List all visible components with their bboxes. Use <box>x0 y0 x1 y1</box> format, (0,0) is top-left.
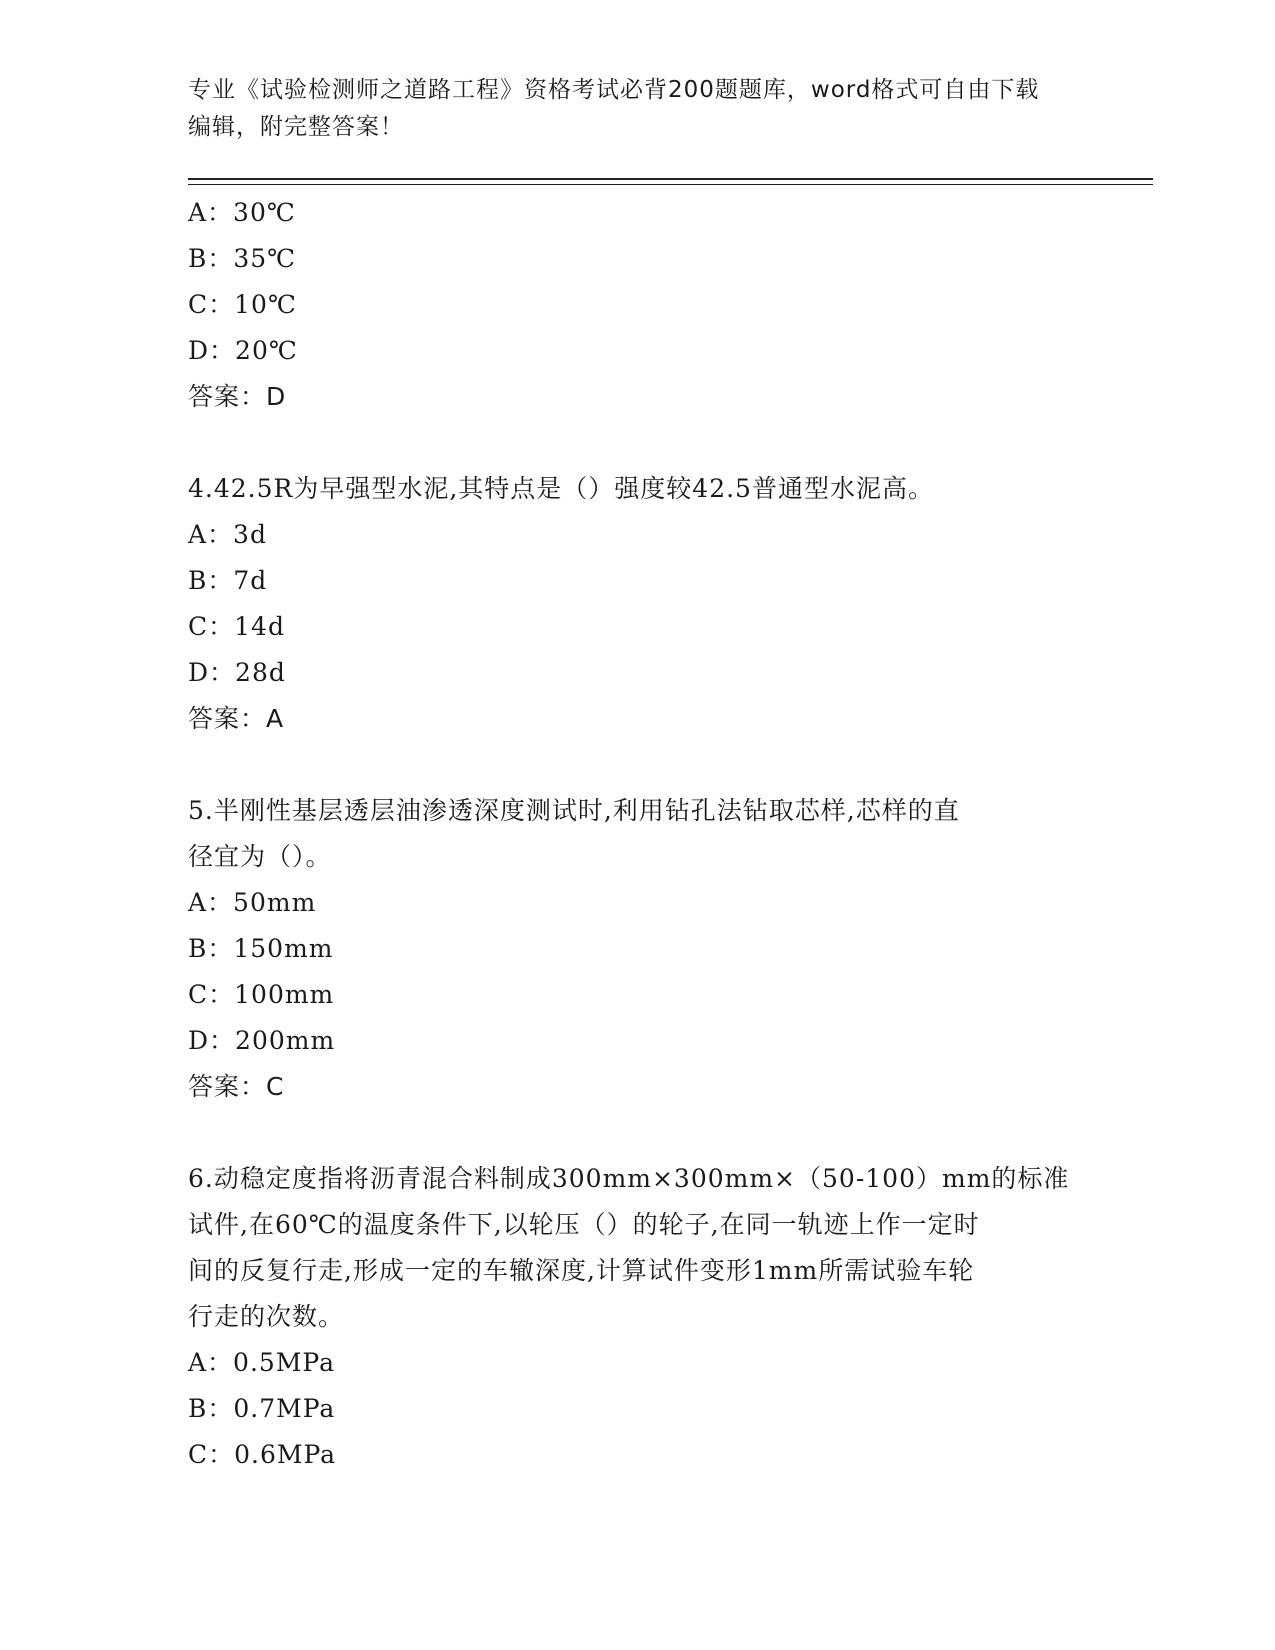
header-title-line2: 编辑，附完整答案！ <box>188 114 404 140</box>
option-c: C：0.6MPa <box>188 1440 337 1469</box>
answer: 答案：D <box>188 382 287 411</box>
question-stem: 4.42.5R为早强型水泥,其特点是（）强度较42.5普通型水泥高。 <box>188 474 934 503</box>
question-5 <box>188 788 1088 1110</box>
option-c: C：14d <box>188 612 285 641</box>
option-b: B：7d <box>188 566 268 595</box>
option-d: D：20℃ <box>188 336 298 365</box>
document-header <box>188 72 1088 146</box>
question-list <box>188 190 1088 1478</box>
question-stem-line2: 径宜为（）。 <box>188 842 332 871</box>
question-4 <box>188 466 1088 742</box>
option-c: C：10℃ <box>188 290 297 319</box>
spacer <box>188 742 1088 788</box>
option-a: A：50mm <box>188 888 317 917</box>
option-a: A：3d <box>188 520 267 549</box>
spacer <box>188 1110 1088 1156</box>
spacer <box>188 420 1088 466</box>
question-stem-line2: 试件,在60℃的温度条件下,以轮压（）的轮子,在同一轨迹上作一定时 <box>188 1210 980 1239</box>
option-c: C：100mm <box>188 980 335 1009</box>
answer: 答案：A <box>188 704 285 733</box>
question-6 <box>188 1156 1088 1478</box>
question-stem-line4: 行走的次数。 <box>188 1302 345 1331</box>
question-3 <box>188 190 1088 420</box>
question-stem-line3: 间的反复行走,形成一定的车辙深度,计算试件变形1mm所需试验车轮 <box>188 1256 975 1285</box>
option-b: B：0.7MPa <box>188 1394 336 1423</box>
option-b: B：150mm <box>188 934 334 963</box>
option-a: A：30℃ <box>188 198 296 227</box>
header-title-line1: 专业《试验检测师之道路工程》资格考试必背200题题库，word格式可自由下载 <box>188 77 1040 103</box>
question-stem-line1: 6.动稳定度指将沥青混合料制成300mm×300mm×（50-100）mm的标准 <box>188 1164 1070 1193</box>
option-d: D：200mm <box>188 1026 336 1055</box>
option-b: B：35℃ <box>188 244 297 273</box>
option-a: A：0.5MPa <box>188 1348 336 1377</box>
answer: 答案：C <box>188 1072 285 1101</box>
question-stem-line1: 5.半刚性基层透层油渗透深度测试时,利用钻孔法钻取芯样,芯样的直 <box>188 796 960 825</box>
header-divider <box>188 178 1153 185</box>
option-d: D：28d <box>188 658 286 687</box>
